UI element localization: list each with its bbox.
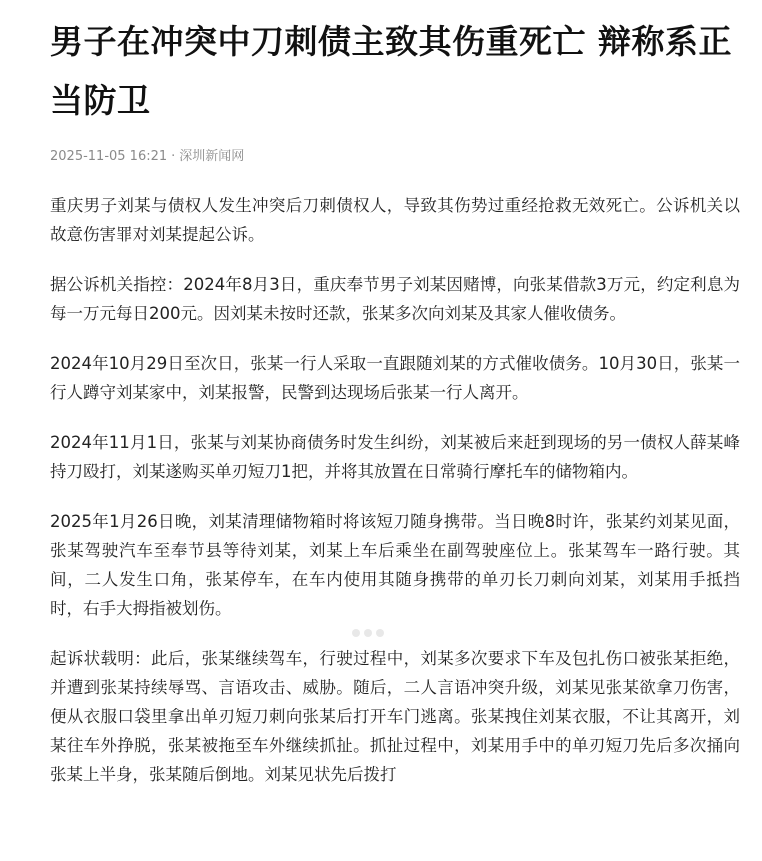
- article-meta: [50, 147, 740, 167]
- pager-dots: [352, 628, 392, 638]
- meta-separator: ·: [171, 149, 176, 164]
- pager-dot: [364, 629, 372, 637]
- paragraph-3: 2024年10月29日至次日，张某一行人采取一直跟随刘某的方式催收债务。10月30日，张某一行人蹲守刘某家中，刘某报警，民警到达现场后张某一行人离开。: [50, 354, 740, 402]
- publish-date: 2025-11-05 16:21: [50, 149, 168, 164]
- article-body: [50, 191, 740, 789]
- pager-dot: [376, 629, 384, 637]
- article-title: 男子在冲突中刀刺债主致其伤重死亡 辩称系正当防卫: [50, 22, 732, 120]
- article: [50, 12, 740, 810]
- pager-dot: [352, 629, 360, 637]
- paragraph-6: 起诉状载明：此后，张某继续驾车，行驶过程中，刘某多次要求下车及包扎伤口被张某拒绝，并遭到张某持续辱骂、言语攻击、威胁。随后，二人言语冲突升级，刘某见张某欲拿刀伤害，便从衣服口袋里拿出单刃短刀刺向张某后打开车门逃离。张某拽住刘某衣服，不让其离开，刘某往车外挣脱，张某被拖至车外继续抓扯。抓扯过程中，刘某用手中的单刃短刀先后多次捅向张某上半身，张某随后倒地。刘某见状先后拨打: [50, 649, 740, 784]
- paragraph-5: 2025年1月26日晚，刘某清理储物箱时将该短刀随身携带。当日晚8时许，张某约刘某见面，张某驾驶汽车至奉节县等待刘某，刘某上车后乘坐在副驾驶座位上。张某驾车一路行驶。其间，二人发生口角，张某停车，在车内使用其随身携带的单刃长刀刺向刘某，刘某用手抵挡时，右手大拇指被划伤。: [50, 512, 740, 618]
- paragraph-1: 重庆男子刘某与债权人发生冲突后刀刺债权人，导致其伤势过重经抢救无效死亡。公诉机关以故意伤害罪对刘某提起公诉。: [50, 196, 740, 244]
- paragraph-2: 据公诉机关指控：2024年8月3日，重庆奉节男子刘某因赌博，向张某借款3万元，约定利息为每一万元每日200元。因刘某未按时还款，张某多次向刘某及其家人催收债务。: [50, 275, 740, 323]
- paragraph-4: 2024年11月1日，张某与刘某协商债务时发生纠纷，刘某被后来赶到现场的另一债权人薛某峰持刀殴打，刘某遂购买单刃短刀1把，并将其放置在日常骑行摩托车的储物箱内。: [50, 433, 740, 481]
- source-link[interactable]: 深圳新闻网: [179, 149, 245, 164]
